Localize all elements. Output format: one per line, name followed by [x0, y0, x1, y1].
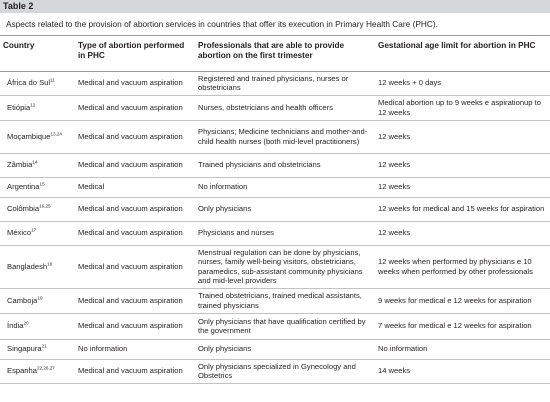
- reference-superscript: 20: [23, 320, 29, 326]
- cell-abortion-type: Medical and vacuum aspiration: [75, 359, 195, 383]
- table-row: [0, 313, 550, 339]
- cell-abortion-type: Medical and vacuum aspiration: [75, 120, 195, 153]
- cell-gestational-limit: 7 weeks for medical e 12 weeks for aspiration: [375, 313, 550, 339]
- cell-abortion-type: Medical and vacuum aspiration: [75, 197, 195, 221]
- header-country: Country: [0, 36, 75, 71]
- cell-country: [0, 95, 75, 120]
- cell-professionals: No information: [195, 177, 375, 197]
- cell-professionals: Menstrual regulation can be done by physicians, nurses, family well-being visitors, obstetricians, paramedics, sub-assistant community physicians and mid-level providers: [195, 245, 375, 288]
- cell-professionals: Only physicians: [195, 197, 375, 221]
- cell-country: [0, 313, 75, 339]
- country-name: Colômbia: [7, 204, 40, 214]
- cell-professionals: Trained obstetricians, trained medical assistants, trained physicians: [195, 288, 375, 313]
- cell-gestational-limit: 12 weeks: [375, 221, 550, 245]
- abortion-services-table: [0, 36, 550, 384]
- reference-superscript: 13,24: [50, 131, 62, 137]
- cell-country: [0, 197, 75, 221]
- table-row: [0, 359, 550, 383]
- country-name: Argentina: [7, 182, 40, 192]
- cell-abortion-type: Medical and vacuum aspiration: [75, 288, 195, 313]
- cell-professionals: Trained physicians and obstetricians: [195, 153, 375, 177]
- cell-country: [0, 288, 75, 313]
- reference-superscript: 21: [41, 343, 47, 349]
- cell-gestational-limit: 12 weeks: [375, 120, 550, 153]
- cell-abortion-type: Medical and vacuum aspiration: [75, 71, 195, 95]
- cell-gestational-limit: 12 weeks: [375, 153, 550, 177]
- cell-gestational-limit: 12 weeks + 0 days: [375, 71, 550, 95]
- country-name: Índia: [7, 321, 24, 331]
- country-name: Camboja: [7, 295, 38, 305]
- table-label: Table 2: [0, 0, 550, 13]
- table-row: [0, 288, 550, 313]
- cell-country: [0, 177, 75, 197]
- table-caption: Aspects related to the provision of abortion services in countries that offer its execution in Primary Health Care (PHC).: [0, 13, 550, 36]
- country-name: Espanha: [7, 366, 37, 376]
- cell-abortion-type: Medical and vacuum aspiration: [75, 221, 195, 245]
- reference-superscript: 12: [30, 102, 36, 108]
- cell-country: [0, 359, 75, 383]
- reference-superscript: 11: [50, 77, 55, 83]
- cell-gestational-limit: 12 weeks: [375, 177, 550, 197]
- cell-country: [0, 153, 75, 177]
- cell-professionals: Only physicians that have qualification certified by the government: [195, 313, 375, 339]
- cell-professionals: Physicians; Medicine technicians and mother-and-child health nurses (both mid-level practitioners): [195, 120, 375, 153]
- table-body: [0, 71, 550, 383]
- cell-country: [0, 245, 75, 288]
- cell-gestational-limit: 12 weeks when performed by physicians e 10 weeks when performed by other professionals: [375, 245, 550, 288]
- cell-gestational-limit: 14 weeks: [375, 359, 550, 383]
- table-row: [0, 221, 550, 245]
- cell-country: [0, 71, 75, 95]
- cell-abortion-type: Medical and vacuum aspiration: [75, 153, 195, 177]
- country-name: Zâmbia: [7, 160, 33, 170]
- table-row: [0, 95, 550, 120]
- cell-abortion-type: Medical and vacuum aspiration: [75, 95, 195, 120]
- cell-country: [0, 120, 75, 153]
- table-row: [0, 153, 550, 177]
- table-row: [0, 197, 550, 221]
- country-name: Singapura: [7, 344, 42, 354]
- reference-superscript: 22,26,27: [36, 365, 55, 371]
- cell-abortion-type: Medical and vacuum aspiration: [75, 245, 195, 288]
- cell-professionals: Physicians and nurses: [195, 221, 375, 245]
- cell-gestational-limit: 9 weeks for medical e 12 weeks for aspiration: [375, 288, 550, 313]
- cell-abortion-type: Medical and vacuum aspiration: [75, 313, 195, 339]
- table-row: [0, 120, 550, 153]
- cell-country: [0, 221, 75, 245]
- table-row: [0, 71, 550, 95]
- header-professionals: Professionals that are able to provide abortion on the first trimester: [195, 36, 375, 71]
- reference-superscript: 15: [39, 181, 45, 187]
- reference-superscript: 18: [47, 261, 53, 267]
- cell-gestational-limit: 12 weeks for medical and 15 weeks for aspiration: [375, 197, 550, 221]
- header-type: Type of abortion performed in PHC: [75, 36, 195, 71]
- cell-professionals: Only physicians specialized in Gynecology and Obstetrics: [195, 359, 375, 383]
- cell-abortion-type: Medical: [75, 177, 195, 197]
- country-name: Etiópia: [7, 102, 31, 112]
- cell-abortion-type: No information: [75, 339, 195, 359]
- country-name: África do Sul: [7, 78, 51, 88]
- cell-gestational-limit: Medical abortion up to 9 weeks e aspirationup to 12 weeks: [375, 95, 550, 120]
- cell-country: [0, 339, 75, 359]
- table-row: [0, 177, 550, 197]
- reference-superscript: 17: [31, 227, 37, 233]
- country-name: Moçambique: [7, 131, 51, 141]
- country-name: México: [7, 228, 32, 238]
- country-name: Bangladesh: [7, 261, 48, 271]
- cell-professionals: Registered and trained physicians, nurses or obstetricians: [195, 71, 375, 95]
- table-row: [0, 245, 550, 288]
- reference-superscript: 19: [37, 295, 43, 301]
- reference-superscript: 16,25: [39, 203, 51, 209]
- header-gestational-limit: Gestational age limit for abortion in PHC: [375, 36, 550, 71]
- table-row: [0, 339, 550, 359]
- cell-professionals: Nurses, obstetricians and health officers: [195, 95, 375, 120]
- cell-gestational-limit: No information: [375, 339, 550, 359]
- cell-professionals: Only physicians: [195, 339, 375, 359]
- reference-superscript: 14: [32, 159, 38, 165]
- header-row: [0, 36, 550, 71]
